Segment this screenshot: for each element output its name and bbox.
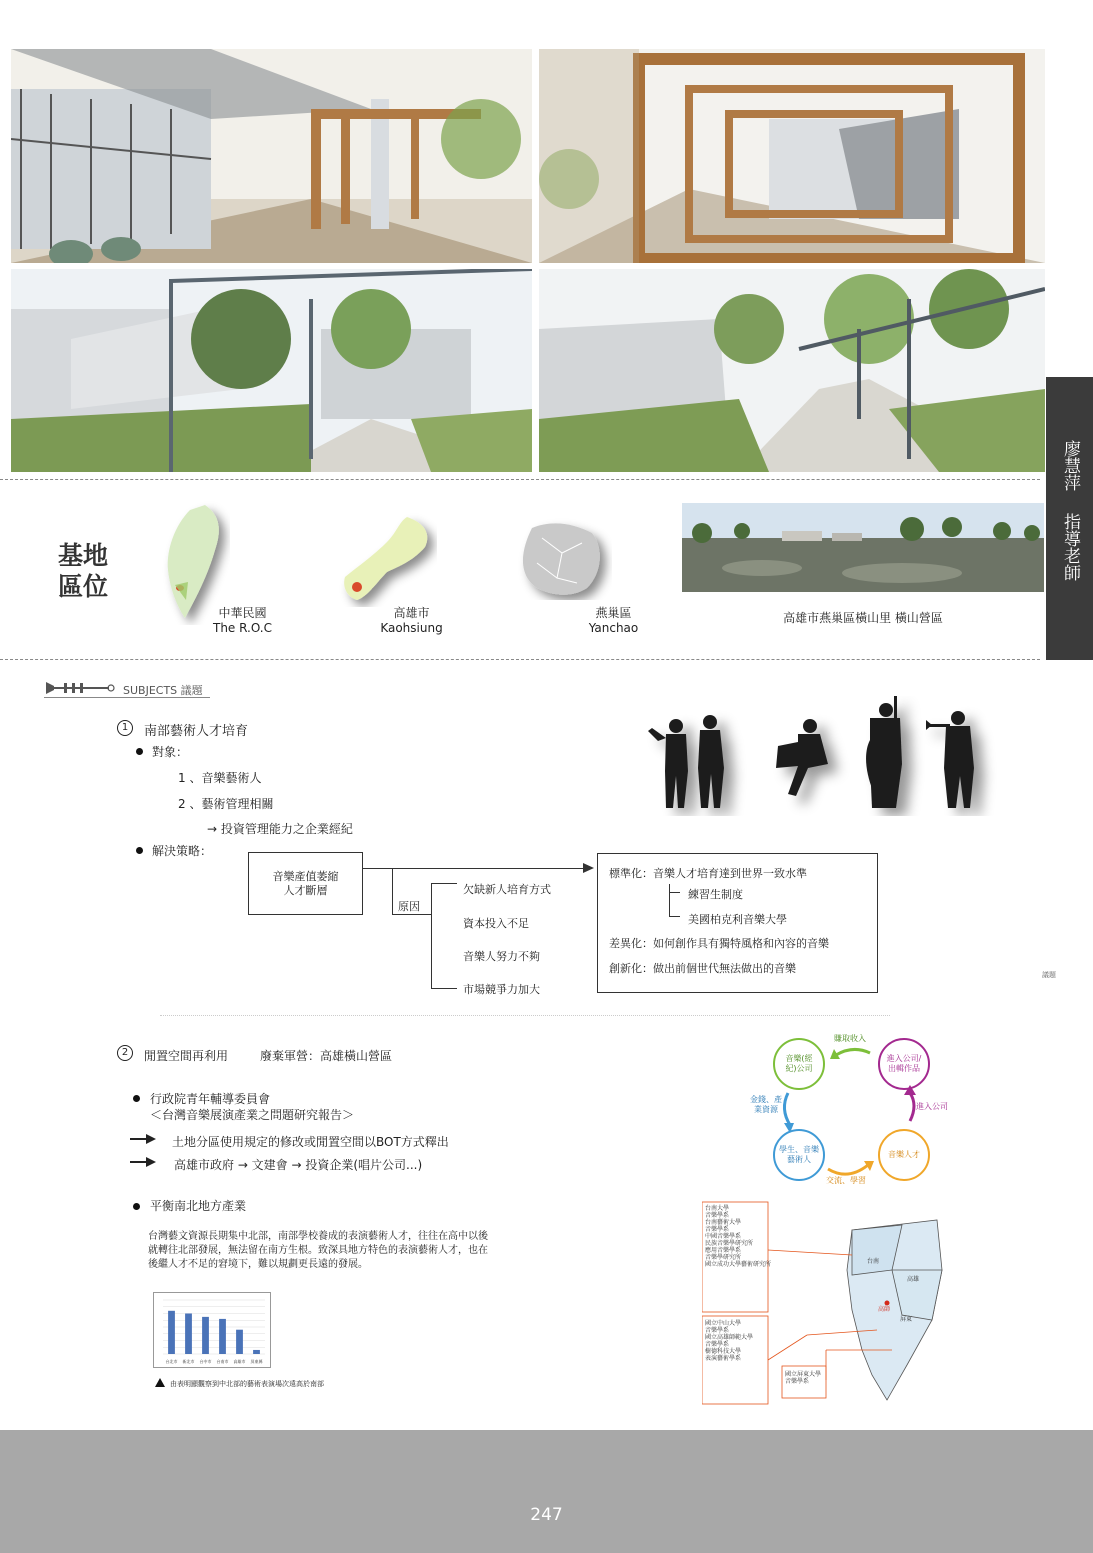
page-footer <box>0 1430 1093 1553</box>
chart-bar <box>202 1317 209 1354</box>
musicians-silhouette <box>638 696 1003 816</box>
issue2-bullet-2 <box>133 1203 140 1210</box>
school-list-a: 台南大學 音樂學系 台南藝術大學 音樂學系 中國音樂學系 民族音樂學研究所 應用音樂學系 音樂學研究所 國立成功大學藝術研究所 <box>705 1205 772 1268</box>
render-garden-path <box>11 269 532 472</box>
issue2-b2-title: 平衡南北地方產業 <box>150 1199 247 1213</box>
connector-reason-1 <box>431 883 457 884</box>
solution-sub-1: 練習生制度 <box>688 888 743 901</box>
reason-item-4: 市場競爭力加大 <box>463 983 540 996</box>
connector-reasons-spine <box>431 883 432 988</box>
cycle-label-income: 賺取收入 <box>834 1034 866 1043</box>
separator-middle <box>0 659 1040 660</box>
southern-schools-map <box>702 1200 957 1405</box>
chart-bar <box>236 1330 243 1354</box>
industry-cycle-diagram <box>748 1033 958 1193</box>
triangle-up-icon <box>155 1378 165 1387</box>
reason-item-2: 資本投入不足 <box>463 917 529 930</box>
school-list-b: 國立中山大學 音樂學系 國立高雄師範大學 音樂學系 樹德科技大學 表演藝術學系 <box>705 1320 754 1362</box>
issue1-number: 1 <box>117 720 133 736</box>
subjects-label: SUBJECTS 議題 <box>123 684 203 697</box>
render-wooden-frames <box>539 49 1045 263</box>
cycle-label-exchange: 交流、學習 <box>826 1176 866 1185</box>
site-title: 基地 區位 <box>58 541 109 601</box>
cycle-label-enter: 進入公司 <box>916 1102 948 1111</box>
solution-standard: 標準化：音樂人才培育達到世界一致水準 <box>609 867 807 880</box>
issue2-subtitle: 廢棄軍營：高雄橫山營區 <box>260 1049 393 1063</box>
yanchao-map <box>512 518 612 600</box>
cycle-node-talent: 音樂人才 <box>878 1129 930 1181</box>
chart-category-label: 台北市 <box>165 1359 178 1364</box>
chart-category-label: 高雄市 <box>233 1359 246 1364</box>
connector-reason-branch <box>392 914 432 915</box>
issue2-b1-sub: ＜台灣音樂展演產業之問題研究報告＞ <box>150 1108 355 1122</box>
problem-line-1: 音樂產值萎縮 <box>272 870 339 883</box>
arrow-to-solutions-icon <box>583 862 595 874</box>
solution-sub-2: 美國柏克利音樂大學 <box>688 913 787 926</box>
issue1-target-arrow: → 投資管理能力之企業經紀 <box>207 822 353 836</box>
map-region-kaohsiung: 高雄 <box>907 1276 920 1283</box>
chart-bar <box>253 1350 260 1354</box>
cycle-node-enter: 進入公司/出輯作品 <box>878 1038 930 1090</box>
connector-reason-4 <box>431 988 457 989</box>
subjects-underline <box>44 697 210 698</box>
chart-category-label: 屏東縣 <box>250 1359 263 1364</box>
map-caption-yanchao: 燕巢區 Yanchao <box>588 606 639 635</box>
issue2-arrow-1: 土地分區使用規定的修改或閒置空間以BOT方式釋出 <box>172 1135 449 1149</box>
author-name: 廖慧萍 <box>1060 440 1080 491</box>
connector-problem-reason <box>362 868 591 869</box>
site-photo-caption: 高雄市燕巢區橫山里 橫山營區 <box>783 611 943 625</box>
map-region-tainan: 台南 <box>867 1258 880 1265</box>
issue1-title: 南部藝術人才培育 <box>144 724 249 739</box>
issue2-paragraph: 台灣藝文資源長期集中北部，南部學校養成的表演藝術人才，往往在高中以後 就轉往北部發展，無法留在南方生根。致深具地方特色的表演藝術人才，也在 後繼人才不足的窘境下，難以規劃更長遠的發展。 <box>148 1231 488 1270</box>
side-note-issue: 議題 <box>1042 971 1056 979</box>
issue2-title: 閒置空間再利用 <box>144 1049 229 1063</box>
issue1-target-item-2: 2 、藝術管理相關 <box>178 797 274 811</box>
reason-label: 原因 <box>398 900 420 913</box>
chart-caption: 由表明顯觀察到中北部的藝術表演場次遠高於南部 <box>170 1380 324 1388</box>
issue2-arrow-2: 高雄市政府 → 文建會 → 投資企業(唱片公司...) <box>174 1158 423 1172</box>
cycle-node-students: 學生、音樂藝術人 <box>773 1129 825 1181</box>
map-caption-roc: 中華民國 The R.O.C <box>212 606 272 635</box>
chart-category-label: 新北市 <box>182 1359 195 1364</box>
issue1-bullet-target <box>136 748 143 755</box>
performance-bar-chart <box>153 1292 271 1368</box>
arrow-right-icon <box>130 1157 156 1167</box>
trumpet-icon <box>44 679 116 697</box>
advisor-label: 指導老師 <box>1060 513 1080 581</box>
map-region-gaoshi: 高師 <box>878 1306 891 1313</box>
issue1-bullet-strategy <box>136 847 143 854</box>
issue2-number: 2 <box>117 1045 133 1061</box>
author-side-text <box>1053 440 1087 581</box>
solution-innov: 創新化：做出前個世代無法做出的音樂 <box>609 962 796 975</box>
render-walkway-trees <box>539 269 1045 472</box>
issue2-bullet-1 <box>133 1095 140 1102</box>
chart-bar <box>168 1311 175 1354</box>
map-region-pingtung: 屏東 <box>900 1316 913 1323</box>
solution-sub-1-line <box>669 892 680 893</box>
reason-item-3: 音樂人努力不夠 <box>463 950 540 963</box>
solution-sub-spine <box>669 884 670 916</box>
issue1-target-item-1: 1 、音樂藝術人 <box>178 771 262 785</box>
page-number: 247 <box>530 1505 563 1525</box>
solution-sub-2-line <box>669 916 680 917</box>
separator-top <box>0 479 1040 480</box>
issue2-b1-title: 行政院青年輔導委員會 <box>150 1092 271 1106</box>
solution-diff: 差異化：如何創作具有獨特風格和內容的音樂 <box>609 937 829 950</box>
cycle-label-money: 金錢、產業資源 <box>750 1095 782 1114</box>
issue1-target-label: 對象： <box>152 745 189 759</box>
chart-bar <box>219 1319 226 1354</box>
problem-line-2: 人才斷層 <box>283 884 328 897</box>
reason-item-1: 欠缺新人培育方式 <box>463 883 551 896</box>
arrow-right-icon <box>130 1134 156 1144</box>
issue-divider <box>160 1015 890 1016</box>
chart-category-label: 台南市 <box>216 1359 229 1364</box>
map-caption-kaohsiung: 高雄市 Kaohsiung <box>380 606 443 635</box>
chart-bar <box>185 1314 192 1355</box>
kaohsiung-map <box>337 512 437 607</box>
render-corridor-interior <box>11 49 532 263</box>
connector-reason-vertical <box>392 868 393 914</box>
school-list-c: 國立屏東大學 音樂學系 <box>785 1371 822 1385</box>
site-photo <box>682 503 1044 592</box>
problem-box <box>248 852 363 915</box>
cycle-node-company: 音樂(經紀)公司 <box>773 1038 825 1090</box>
chart-category-label: 台中市 <box>199 1359 212 1364</box>
issue1-strategy-label: 解決策略： <box>152 844 213 858</box>
